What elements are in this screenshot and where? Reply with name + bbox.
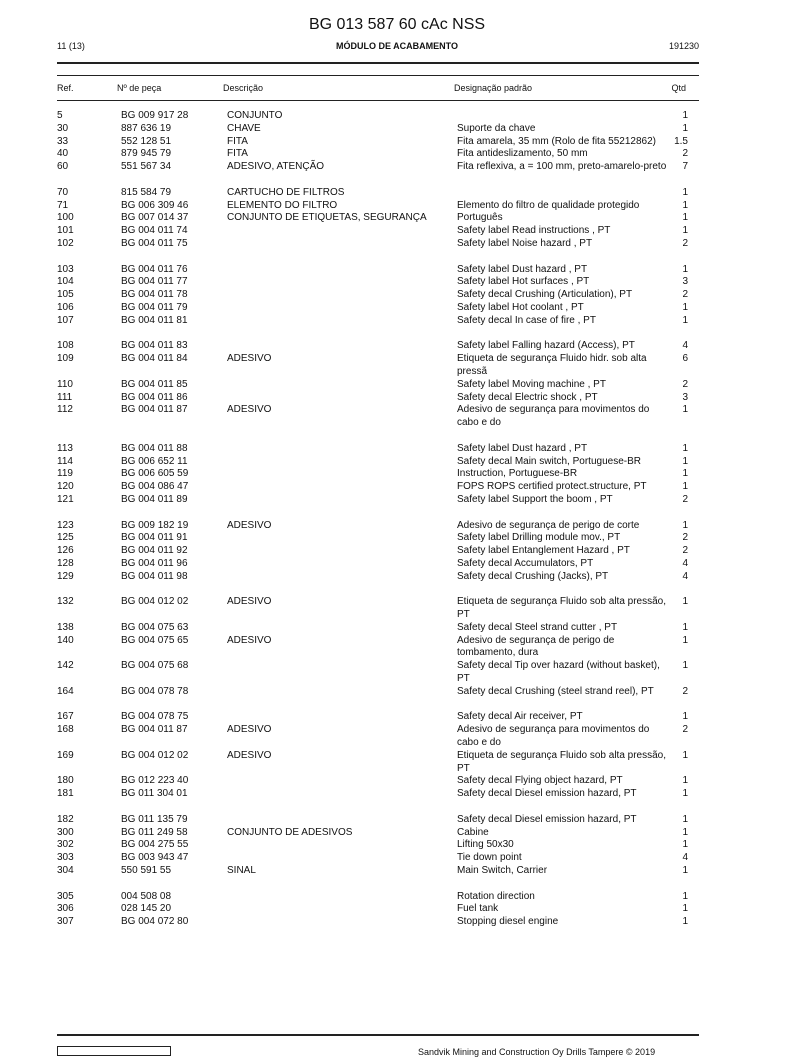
- description-cell: ADESIVO: [227, 353, 272, 365]
- part-number-cell: BG 004 011 78: [121, 289, 188, 301]
- column-header-ref: Ref.: [57, 83, 74, 93]
- standard-designation-cell: Lifting 50x30: [457, 839, 514, 851]
- footer-copyright: Sandvik Mining and Construction Oy Drills Tampere © 2019: [418, 1047, 656, 1057]
- quantity-cell: 1: [682, 314, 688, 326]
- quantity-cell: 2: [682, 532, 688, 544]
- parts-table: [0, 110, 794, 929]
- ref-cell: 167: [57, 711, 74, 723]
- standard-designation-cell: Safety decal Accumulators, PT: [457, 557, 594, 569]
- table-row: [0, 148, 794, 161]
- ref-cell: 105: [57, 289, 74, 301]
- table-row: [0, 187, 794, 200]
- part-number-cell: BG 004 011 89: [121, 493, 188, 505]
- table-row: [0, 891, 794, 904]
- part-number-cell: 550 591 55: [121, 865, 172, 877]
- quantity-cell: 1: [682, 442, 688, 454]
- quantity-cell: 1: [682, 865, 688, 877]
- ref-cell: 30: [57, 122, 69, 134]
- document-code: 191230: [668, 41, 699, 51]
- part-number-cell: BG 004 012 02: [121, 596, 189, 608]
- table-row: [0, 302, 794, 315]
- quantity-cell: 1: [682, 660, 688, 672]
- document-title: BG 013 587 60 cAc NSS: [308, 16, 486, 33]
- ref-cell: 104: [57, 276, 74, 288]
- part-number-cell: 028 145 20: [121, 903, 172, 915]
- ref-cell: 113: [57, 442, 73, 454]
- ref-cell: 70: [57, 186, 69, 198]
- description-cell: CONJUNTO: [227, 110, 283, 121]
- ref-cell: 111: [57, 391, 73, 403]
- ref-cell: 306: [57, 903, 74, 915]
- description-cell: FITA: [227, 135, 248, 147]
- quantity-cell: 1: [682, 199, 688, 211]
- standard-designation-cell: Adesivo de segurança para movimentos do cabo e do: [457, 404, 650, 429]
- quantity-cell: 2: [682, 378, 688, 390]
- quantity-cell: 1: [682, 813, 688, 825]
- standard-designation-cell: Safety decal Diesel emission hazard, PT: [457, 788, 637, 800]
- standard-designation-cell: Instruction, Portuguese-BR: [457, 468, 578, 480]
- part-number-cell: 551 567 34: [121, 161, 172, 173]
- standard-designation-cell: Fita antideslizamento, 50 mm: [457, 148, 588, 160]
- quantity-cell: 1: [682, 481, 688, 493]
- part-number-cell: BG 004 075 68: [121, 660, 189, 672]
- table-row: [0, 340, 794, 353]
- description-cell: CHAVE: [227, 122, 261, 134]
- part-number-cell: BG 004 011 76: [121, 263, 188, 275]
- ref-cell: 302: [57, 839, 74, 851]
- column-header-part-number: Nº de peça: [117, 83, 162, 93]
- standard-designation-cell: Adesivo de segurança de perigo de tombamento, dura: [457, 634, 615, 659]
- quantity-cell: 1: [682, 839, 688, 851]
- standard-designation-cell: Safety decal Crushing (Articulation), PT: [457, 289, 633, 301]
- quantity-cell: 2: [682, 724, 688, 736]
- table-row: [0, 200, 794, 213]
- standard-designation-cell: Fuel tank: [457, 903, 499, 915]
- table-row: [0, 788, 794, 801]
- ref-cell: 71: [57, 199, 69, 211]
- ref-cell: 106: [57, 301, 74, 313]
- ref-cell: 138: [57, 621, 74, 633]
- table-top-divider: [57, 75, 699, 76]
- ref-cell: 300: [57, 826, 74, 838]
- description-cell: ADESIVO: [227, 724, 272, 736]
- column-header-standard-designation: Designação padrão: [454, 83, 533, 93]
- standard-designation-cell: [457, 110, 669, 123]
- standard-designation-cell: Adesivo de segurança de perigo de corte: [457, 519, 640, 531]
- quantity-cell: 1: [682, 621, 688, 633]
- quantity-cell: 1: [682, 468, 688, 480]
- table-row: [0, 916, 794, 929]
- table-row: [0, 622, 794, 635]
- quantity-cell: 1: [682, 301, 688, 313]
- standard-designation-cell: Safety label Noise hazard , PT: [457, 237, 593, 249]
- part-number-cell: BG 004 012 02: [121, 749, 189, 761]
- part-number-cell: BG 004 011 79: [121, 301, 188, 313]
- table-row: [0, 903, 794, 916]
- table-row: [0, 852, 794, 865]
- table-row: [0, 711, 794, 724]
- table-row: [0, 827, 794, 840]
- standard-designation-cell: Stopping diesel engine: [457, 916, 559, 928]
- quantity-cell: 1: [682, 634, 688, 646]
- table-row: [0, 264, 794, 277]
- part-number-cell: BG 006 309 46: [121, 199, 189, 211]
- standard-designation-cell: Elemento do filtro de qualidade protegido: [457, 199, 640, 211]
- part-number-cell: BG 011 249 58: [121, 826, 188, 838]
- quantity-cell: 1: [682, 212, 688, 224]
- standard-designation-cell: Safety label Hot surfaces , PT: [457, 276, 590, 288]
- standard-designation-cell: Fita reflexiva, a = 100 mm, preto-amarelo-preto: [457, 161, 667, 173]
- standard-designation-cell: Tie down point: [457, 852, 522, 864]
- part-number-cell: BG 004 011 77: [121, 276, 188, 288]
- quantity-cell: 1: [682, 749, 688, 761]
- quantity-cell: 4: [682, 570, 688, 582]
- table-row: [0, 225, 794, 238]
- ref-cell: 108: [57, 340, 74, 352]
- quantity-cell: 4: [682, 852, 688, 864]
- part-number-cell: BG 006 652 11: [121, 455, 188, 467]
- part-number-cell: BG 004 086 47: [121, 481, 189, 493]
- part-number-cell: BG 004 011 96: [121, 557, 188, 569]
- part-number-cell: BG 004 011 91: [121, 532, 188, 544]
- quantity-cell: 1: [682, 788, 688, 800]
- ref-cell: 125: [57, 532, 74, 544]
- quantity-cell: 1: [682, 916, 688, 928]
- part-number-cell: BG 004 075 63: [121, 621, 189, 633]
- part-number-cell: BG 012 223 40: [121, 775, 189, 787]
- table-row: [0, 443, 794, 456]
- table-row: [0, 686, 794, 699]
- table-row: [0, 481, 794, 494]
- part-number-cell: BG 004 011 81: [121, 314, 188, 326]
- table-row: [0, 532, 794, 545]
- standard-designation-cell: Safety decal In case of fire , PT: [457, 314, 596, 326]
- part-number-cell: BG 007 014 37: [121, 212, 189, 224]
- ref-cell: 107: [57, 314, 74, 326]
- standard-designation-cell: Safety decal Steel strand cutter , PT: [457, 621, 618, 633]
- table-row: [0, 353, 794, 379]
- quantity-cell: 1.5: [674, 135, 688, 147]
- standard-designation-cell: Main Switch, Carrier: [457, 865, 548, 877]
- standard-designation-cell: Safety decal Flying object hazard, PT: [457, 775, 623, 787]
- ref-cell: 33: [57, 135, 69, 147]
- table-header-divider: [57, 100, 699, 101]
- part-number-cell: 552 128 51: [121, 135, 172, 147]
- part-number-cell: BG 004 275 55: [121, 839, 189, 851]
- quantity-cell: 4: [682, 557, 688, 569]
- part-number-cell: BG 004 011 85: [121, 378, 188, 390]
- table-row: [0, 404, 794, 430]
- table-row: [0, 315, 794, 328]
- quantity-cell: 1: [682, 404, 688, 416]
- part-number-cell: BG 011 135 79: [121, 813, 188, 825]
- description-cell: ADESIVO: [227, 404, 272, 416]
- description-cell: ADESIVO: [227, 634, 272, 646]
- standard-designation-cell: Safety label Read instructions , PT: [457, 225, 611, 237]
- part-number-cell: BG 004 011 92: [121, 545, 188, 557]
- section-title: MÓDULO DE ACABAMENTO: [336, 41, 458, 51]
- table-row: [0, 289, 794, 302]
- table-row: [0, 238, 794, 251]
- quantity-cell: 2: [682, 545, 688, 557]
- quantity-cell: 3: [682, 391, 688, 403]
- part-number-cell: 815 584 79: [121, 186, 172, 198]
- quantity-cell: 1: [682, 775, 688, 787]
- standard-designation-cell: Safety label Dust hazard , PT: [457, 263, 588, 275]
- footer-divider: [57, 1034, 699, 1036]
- standard-designation-cell: Safety decal Crushing (steel strand reel), PT: [457, 685, 654, 697]
- table-row: [0, 276, 794, 289]
- ref-cell: 121: [57, 493, 74, 505]
- standard-designation-cell: Cabine: [457, 826, 489, 838]
- ref-cell: 120: [57, 481, 74, 493]
- quantity-cell: 1: [682, 225, 688, 237]
- standard-designation-cell: Safety label Dust hazard , PT: [457, 442, 588, 454]
- header-divider: [57, 62, 699, 64]
- part-number-cell: BG 004 011 88: [121, 442, 188, 454]
- standard-designation-cell: Safety decal Diesel emission hazard, PT: [457, 813, 637, 825]
- part-number-cell: BG 004 078 75: [121, 711, 189, 723]
- table-row: [0, 865, 794, 878]
- table-row: [0, 379, 794, 392]
- description-cell: CONJUNTO DE ADESIVOS: [227, 826, 353, 838]
- table-row: [0, 750, 794, 776]
- description-cell: ADESIVO, ATENÇÃO: [227, 161, 325, 173]
- quantity-cell: 2: [682, 237, 688, 249]
- standard-designation-cell: Safety decal Electric shock , PT: [457, 391, 598, 403]
- quantity-cell: 1: [682, 110, 688, 121]
- table-row: [0, 110, 794, 123]
- ref-cell: 307: [57, 916, 74, 928]
- standard-designation-cell: Safety label Drilling module mov., PT: [457, 532, 621, 544]
- quantity-cell: 1: [682, 186, 688, 198]
- standard-designation-cell: Safety label Entanglement Hazard , PT: [457, 545, 630, 557]
- quantity-cell: 4: [682, 340, 688, 352]
- table-row: [0, 392, 794, 405]
- description-cell: SINAL: [227, 865, 256, 877]
- quantity-cell: 3: [682, 276, 688, 288]
- part-number-cell: BG 004 011 98: [121, 570, 188, 582]
- ref-cell: 102: [57, 237, 74, 249]
- standard-designation-cell: Português: [457, 212, 503, 224]
- ref-cell: 103: [57, 263, 74, 275]
- standard-designation-cell: Safety label Support the boom , PT: [457, 493, 613, 505]
- part-number-cell: BG 004 075 65: [121, 634, 189, 646]
- ref-cell: 181: [57, 788, 74, 800]
- standard-designation-cell: Suporte da chave: [457, 122, 536, 134]
- standard-designation-cell: Safety decal Tip over hazard (without basket), PT: [457, 660, 660, 685]
- quantity-cell: 1: [682, 596, 688, 608]
- description-cell: ADESIVO: [227, 749, 272, 761]
- part-number-cell: BG 003 943 47: [121, 852, 189, 864]
- table-row: [0, 596, 794, 622]
- quantity-cell: 1: [682, 263, 688, 275]
- ref-cell: 40: [57, 148, 69, 160]
- ref-cell: 112: [57, 404, 73, 416]
- quantity-cell: 2: [682, 289, 688, 301]
- standard-designation-cell: FOPS ROPS certified protect.structure, PT: [457, 481, 647, 493]
- ref-cell: 5: [57, 110, 63, 121]
- part-number-cell: BG 004 011 87: [121, 724, 188, 736]
- ref-cell: 168: [57, 724, 74, 736]
- ref-cell: 303: [57, 852, 74, 864]
- ref-cell: 304: [57, 865, 74, 877]
- description-cell: CARTUCHO DE FILTROS: [227, 186, 345, 198]
- ref-cell: 132: [57, 596, 74, 608]
- ref-cell: 100: [57, 212, 74, 224]
- ref-cell: 119: [57, 468, 73, 480]
- quantity-cell: 6: [682, 353, 688, 365]
- quantity-cell: 1: [682, 122, 688, 134]
- table-row: [0, 839, 794, 852]
- table-row: [0, 212, 794, 225]
- part-number-cell: BG 006 605 59: [121, 468, 189, 480]
- table-row: [0, 136, 794, 149]
- ref-cell: 114: [57, 455, 73, 467]
- table-row: [0, 660, 794, 686]
- standard-designation-cell: [457, 187, 669, 200]
- ref-cell: 123: [57, 519, 74, 531]
- table-row: [0, 571, 794, 584]
- description-cell: ADESIVO: [227, 596, 272, 608]
- description-cell: CONJUNTO DE ETIQUETAS, SEGURANÇA: [227, 212, 427, 224]
- standard-designation-cell: Safety decal Crushing (Jacks), PT: [457, 570, 609, 582]
- standard-designation-cell: Fita amarela, 35 mm (Rolo de fita 55212862): [457, 135, 656, 147]
- part-number-cell: BG 004 011 87: [121, 404, 188, 416]
- quantity-cell: 2: [682, 493, 688, 505]
- table-row: [0, 520, 794, 533]
- table-row: [0, 814, 794, 827]
- part-number-cell: BG 004 072 80: [121, 916, 189, 928]
- quantity-cell: 1: [682, 455, 688, 467]
- part-number-cell: BG 004 078 78: [121, 685, 189, 697]
- standard-designation-cell: Safety decal Main switch, Portuguese-BR: [457, 455, 641, 467]
- standard-designation-cell: Adesivo de segurança para movimentos do cabo e do: [457, 724, 650, 749]
- table-row: [0, 724, 794, 750]
- part-number-cell: BG 004 011 86: [121, 391, 188, 403]
- ref-cell: 126: [57, 545, 74, 557]
- brand-logo: [57, 1046, 171, 1056]
- table-row: [0, 558, 794, 571]
- standard-designation-cell: Safety label Moving machine , PT: [457, 378, 606, 390]
- standard-designation-cell: Etiqueta de segurança Fluido hidr. sob alta pressã: [457, 353, 647, 377]
- ref-cell: 164: [57, 685, 74, 697]
- page-number: 11 (13): [57, 41, 85, 51]
- quantity-cell: 2: [682, 148, 688, 160]
- ref-cell: 129: [57, 570, 74, 582]
- part-number-cell: 887 636 19: [121, 122, 172, 134]
- table-row: [0, 468, 794, 481]
- description-cell: FITA: [227, 148, 248, 160]
- ref-cell: 182: [57, 813, 74, 825]
- standard-designation-cell: Safety decal Air receiver, PT: [457, 711, 583, 723]
- part-number-cell: BG 004 011 83: [121, 340, 188, 352]
- ref-cell: 142: [57, 660, 74, 672]
- description-cell: ADESIVO: [227, 519, 272, 531]
- part-number-cell: BG 004 011 75: [121, 237, 188, 249]
- part-number-cell: BG 011 304 01: [121, 788, 188, 800]
- table-row: [0, 161, 794, 174]
- ref-cell: 101: [57, 225, 74, 237]
- table-row: [0, 123, 794, 136]
- description-cell: ELEMENTO DO FILTRO: [227, 199, 338, 211]
- ref-cell: 305: [57, 890, 74, 902]
- quantity-cell: 1: [682, 711, 688, 723]
- column-header-description: Descrição: [223, 83, 264, 93]
- standard-designation-cell: Etiqueta de segurança Fluido sob alta pressão, PT: [457, 749, 667, 774]
- quantity-cell: 1: [682, 519, 688, 531]
- ref-cell: 140: [57, 634, 74, 646]
- column-header-quantity: Qtd: [671, 83, 686, 93]
- ref-cell: 109: [57, 353, 74, 365]
- quantity-cell: 1: [682, 890, 688, 902]
- part-number-cell: BG 004 011 74: [121, 225, 188, 237]
- ref-cell: 60: [57, 161, 69, 173]
- table-row: [0, 775, 794, 788]
- table-row: [0, 635, 794, 661]
- quantity-cell: 7: [682, 161, 688, 173]
- table-row: [0, 494, 794, 507]
- table-row: [0, 545, 794, 558]
- ref-cell: 110: [57, 378, 73, 390]
- part-number-cell: BG 009 917 28: [121, 110, 189, 121]
- part-number-cell: BG 009 182 19: [121, 519, 189, 531]
- part-number-cell: 004 508 08: [121, 890, 172, 902]
- standard-designation-cell: Rotation direction: [457, 890, 535, 902]
- ref-cell: 169: [57, 749, 74, 761]
- quantity-cell: 1: [682, 826, 688, 838]
- ref-cell: 180: [57, 775, 74, 787]
- ref-cell: 128: [57, 557, 74, 569]
- quantity-cell: 2: [682, 685, 688, 697]
- standard-designation-cell: Safety label Falling hazard (Access), PT: [457, 340, 635, 352]
- part-number-cell: BG 004 011 84: [121, 353, 188, 365]
- part-number-cell: 879 945 79: [121, 148, 172, 160]
- quantity-cell: 1: [682, 903, 688, 915]
- standard-designation-cell: Safety label Hot coolant , PT: [457, 301, 584, 313]
- standard-designation-cell: Etiqueta de segurança Fluido sob alta pressão, PT: [457, 596, 667, 621]
- table-row: [0, 456, 794, 469]
